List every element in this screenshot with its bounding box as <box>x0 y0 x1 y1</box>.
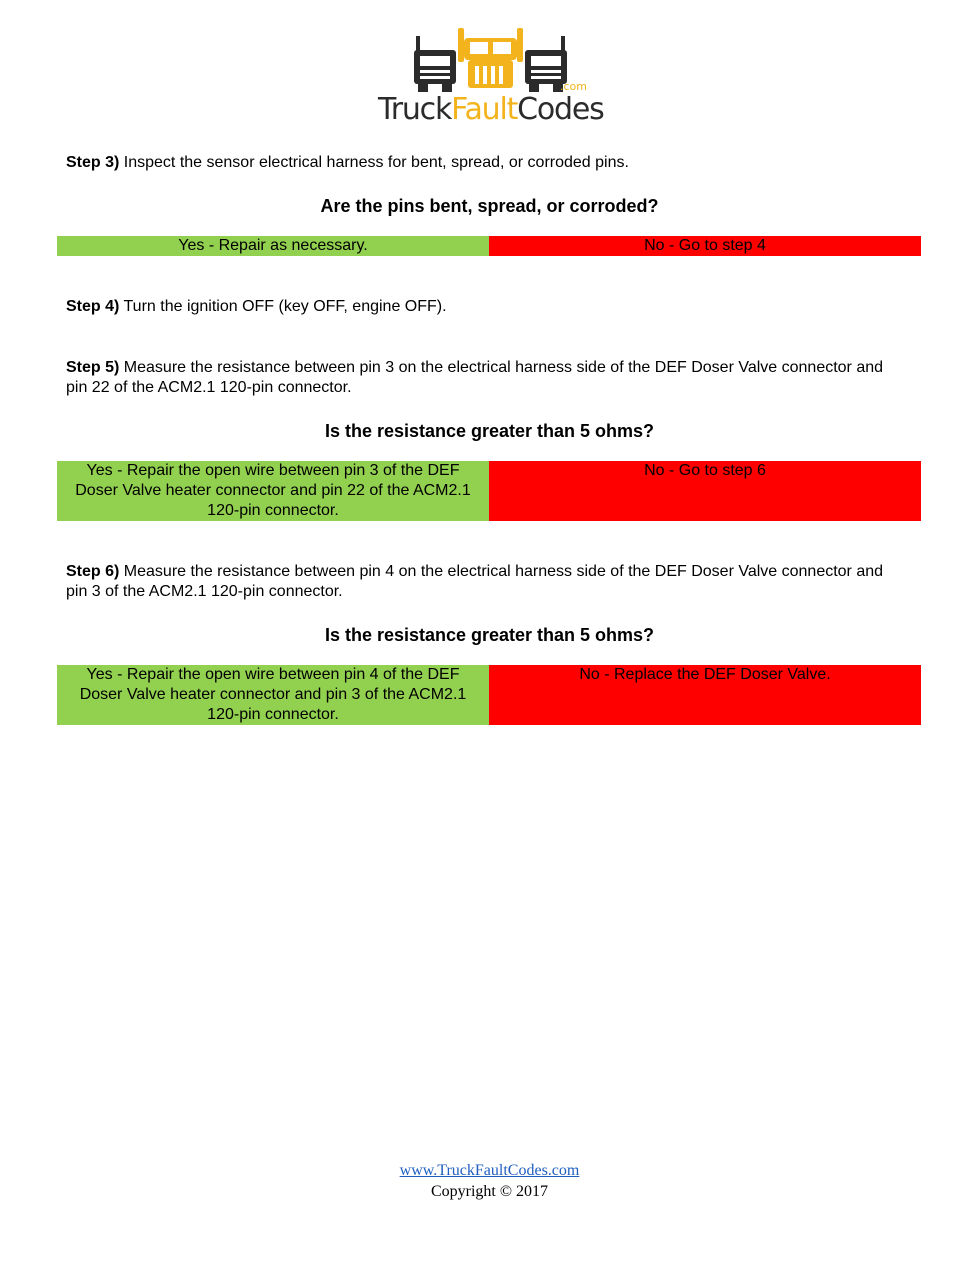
step-3-instruction: Step 3) Inspect the sensor electrical harness for bent, spread, or corroded pins. <box>66 154 629 171</box>
website-link[interactable]: www.TruckFaultCodes.com <box>399 1162 580 1179</box>
logo-com-text: .com <box>560 80 587 93</box>
step-4-label: Step 4) <box>66 298 120 315</box>
step-4-instruction: Step 4) Turn the ignition OFF (key OFF, engine OFF). <box>66 298 447 315</box>
step-5-answers <box>57 461 921 521</box>
step-3-yes-answer: Yes - Repair as necessary. <box>57 236 489 256</box>
step-5-yes-answer: Yes - Repair the open wire between pin 3 of the DEF Doser Valve heater connector and pin 22 of the ACM2.1 120-pin connector. <box>57 461 489 521</box>
step-5-instruction: Step 5) Measure the resistance between pin 3 on the electrical harness side of the DEF Doser Valve connector and pin 22 of the ACM2.1 120-pin connector. <box>66 359 884 396</box>
step-5-question: Is the resistance greater than 5 ohms? <box>324 421 655 441</box>
step-3-label: Step 3) <box>66 154 120 171</box>
step-5-no-answer: No - Go to step 6 <box>489 461 921 521</box>
step-6-question: Is the resistance greater than 5 ohms? <box>324 625 655 645</box>
site-logo <box>378 20 603 126</box>
step-6-no-answer: No - Replace the DEF Doser Valve. <box>489 665 921 725</box>
step-6-yes-answer: Yes - Repair the open wire between pin 4 of the DEF Doser Valve heater connector and pin 3 of the ACM2.1 120-pin connector. <box>57 665 489 725</box>
step-3-answers <box>57 236 921 256</box>
copyright-text: Copyright © 2017 <box>430 1183 549 1200</box>
logo-wordmark: TruckFaultCodes <box>378 92 604 127</box>
step-6-answers <box>57 665 921 725</box>
page-footer <box>0 1160 979 1202</box>
step-3-no-answer: No - Go to step 4 <box>489 236 921 256</box>
step-5-label: Step 5) <box>66 359 120 376</box>
step-6-label: Step 6) <box>66 563 120 580</box>
step-3-question: Are the pins bent, spread, or corroded? <box>320 196 659 216</box>
step-6-instruction: Step 6) Measure the resistance between pin 4 on the electrical harness side of the DEF Doser Valve connector and pin 3 of the ACM2.1 120-pin connector. <box>66 563 884 600</box>
